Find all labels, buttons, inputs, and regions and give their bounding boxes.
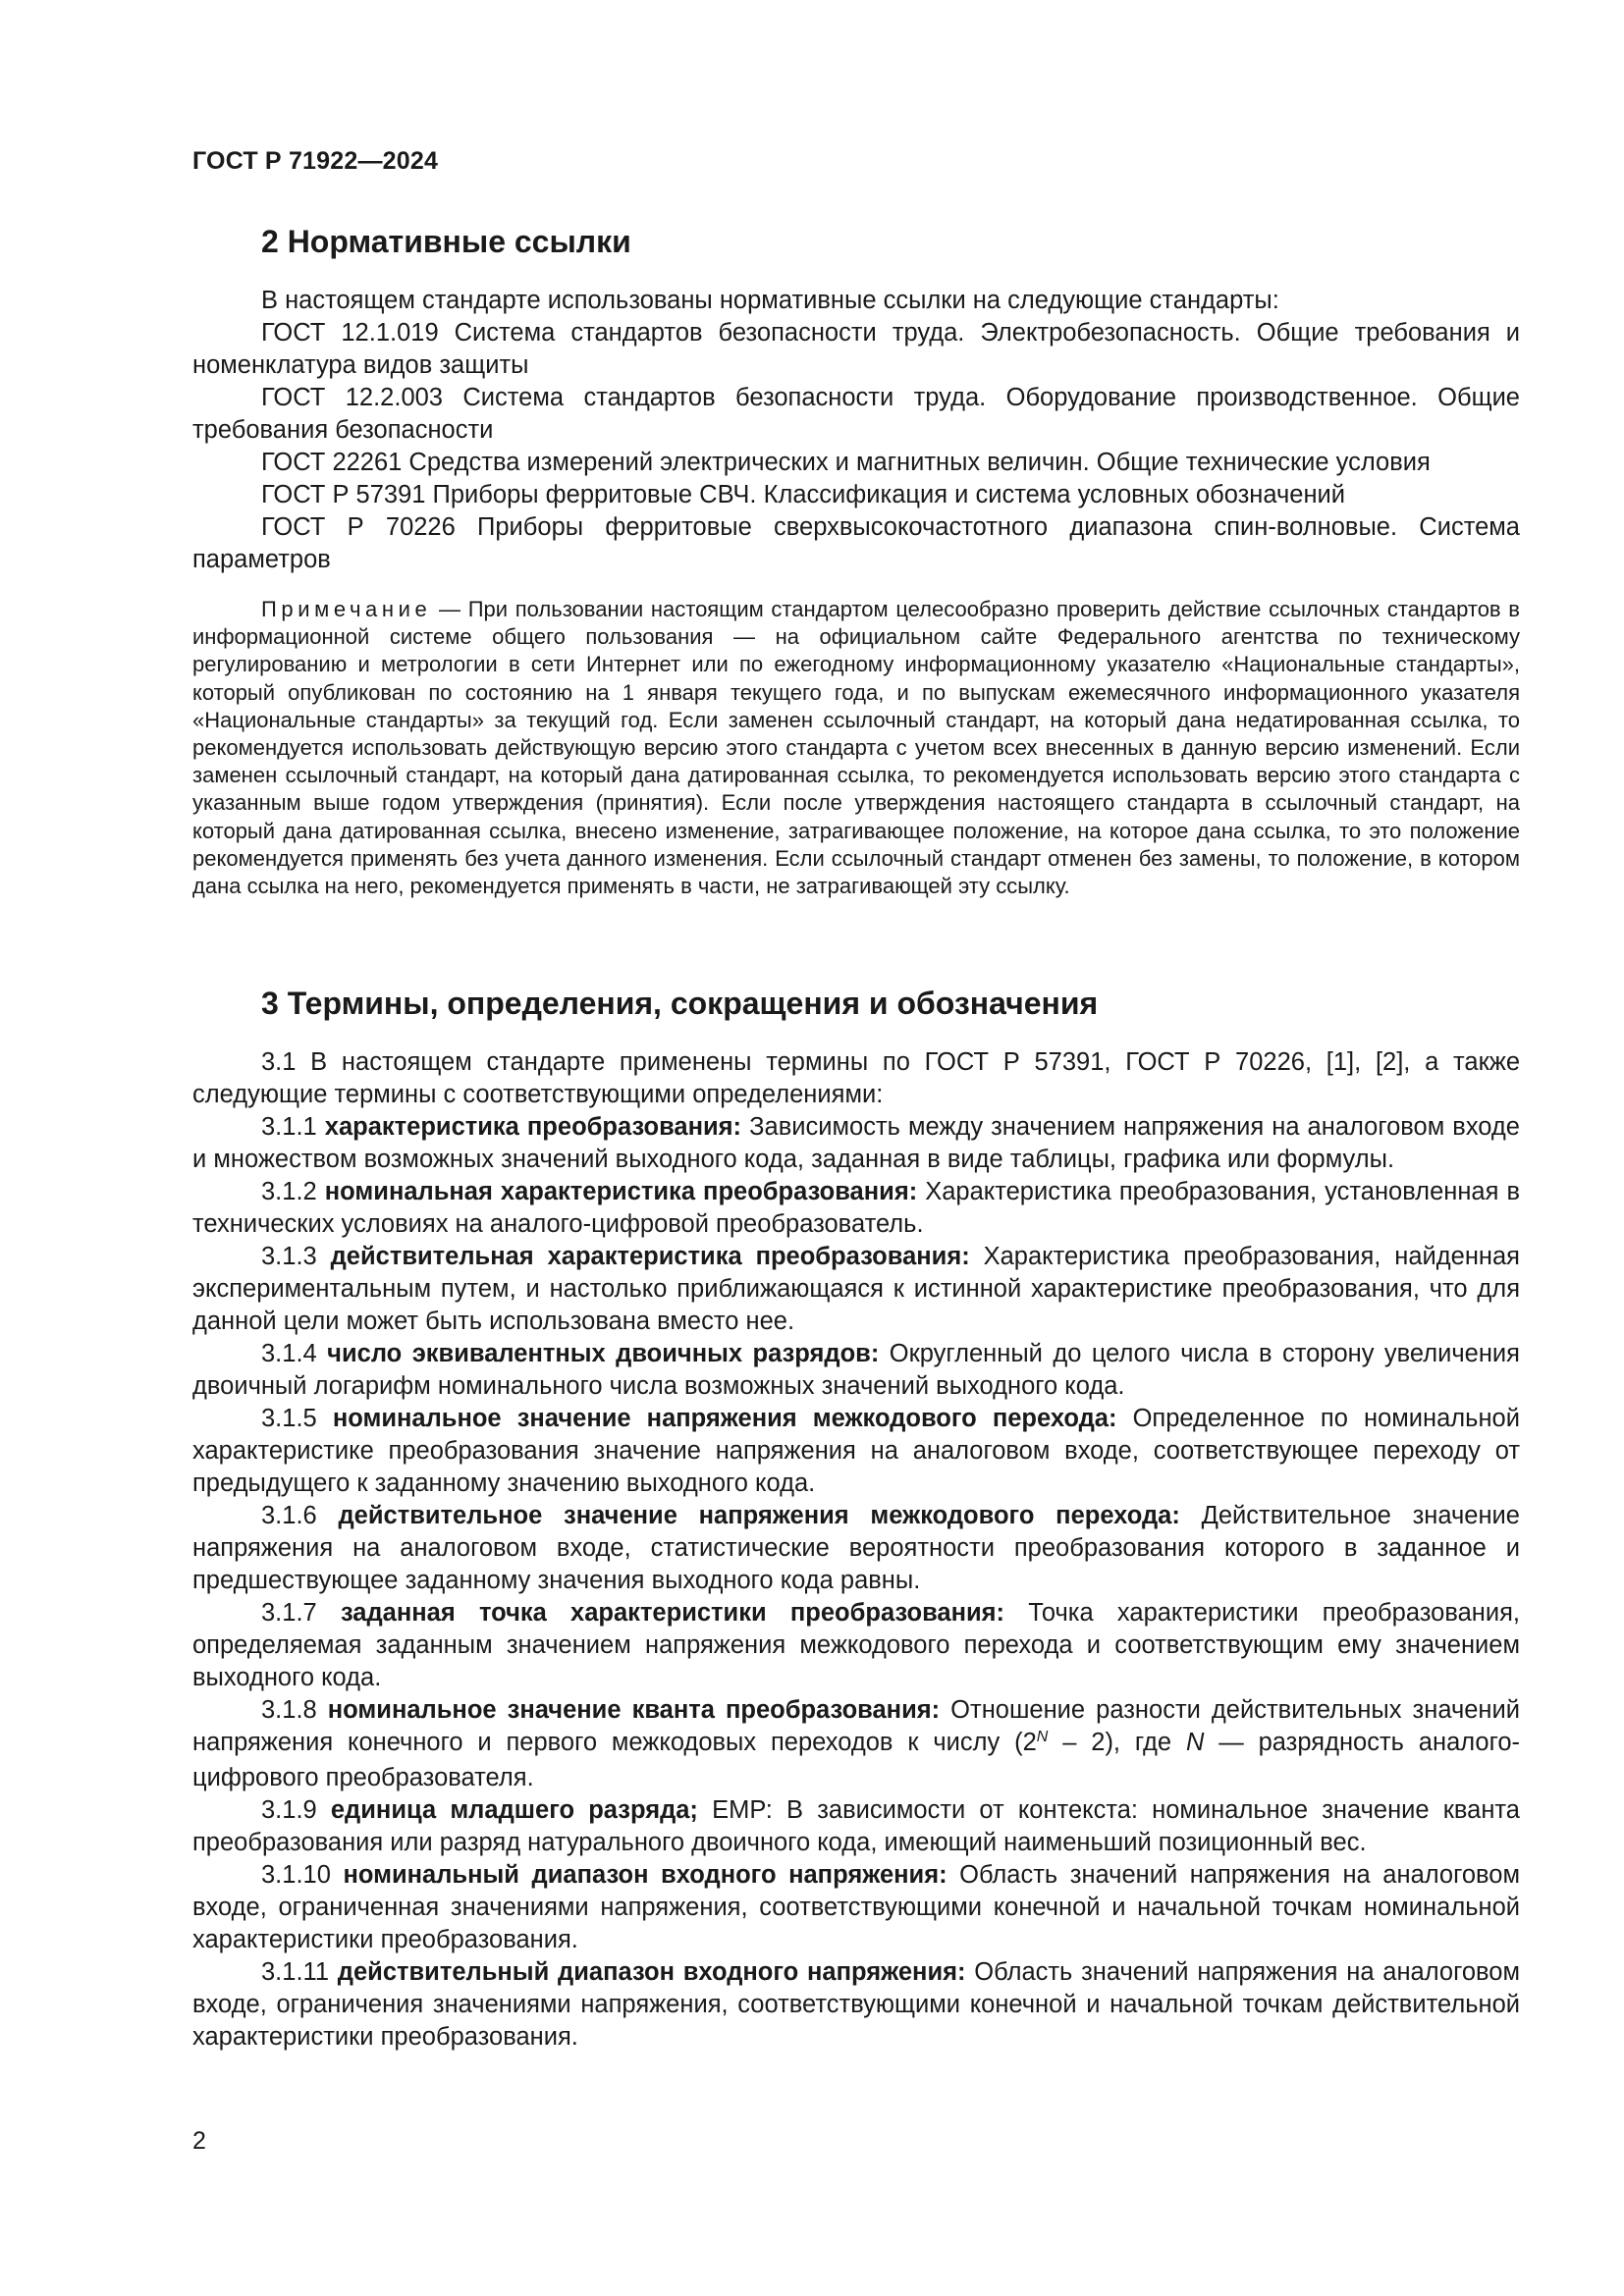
term-definition: 3.1.2 номинальная характеристика преобразования: Характеристика преобразования, установленная в технических условиях на аналого-цифровой преобразователь. xyxy=(192,1178,1520,1238)
term-name: заданная точка характеристики преобразования: xyxy=(340,1599,1005,1627)
term-name: номинальное значение кванта преобразования: xyxy=(327,1696,941,1724)
note-label: Примечание xyxy=(261,597,432,621)
section-2-intro: В настоящем стандарте использованы нормативные ссылки на следующие стандарты: xyxy=(261,287,1279,314)
term-definition: 3.1.3 действительная характеристика преобразования: Характеристика преобразования, найденная экспериментальным путем, и настолько приближающаяся к истинной характеристике преобразования, что для данной цели может быть использована вместо нее. xyxy=(192,1243,1520,1335)
reference-item: ГОСТ 12.2.003 Система стандартов безопасности труда. Оборудование производственное. Общие требования безопасности xyxy=(192,384,1520,444)
term-definition: 3.1.6 действительное значение напряжения межкодового перехода: Действительное значение напряжения на аналоговом входе, статистические вероятности преобразования которого в заданное и предшествующее заданному значения выходного кода равны. xyxy=(192,1502,1520,1594)
term-name: номинальное значение напряжения межкодового перехода: xyxy=(332,1405,1117,1432)
variable-n: N xyxy=(1185,1729,1205,1756)
term-definition: 3.1.10 номинальный диапазон входного напряжения: Область значений напряжения на аналоговом входе, ограниченная значениями напряжения, соответствующими конечной и начальной точкам номинальной характеристики преобразования. xyxy=(192,1861,1520,1953)
term-definition: 3.1.8 номинальное значение кванта преобразования: Отношение разности действительных значений напряжения конечного и первого межкодовых переходов к числу $(2^N - 2)$, где N — разрядность аналого-цифрового преобразователя. xyxy=(192,1696,1521,1791)
term-name: действительная характеристика преобразования: xyxy=(330,1243,970,1270)
term-name: число эквивалентных двоичных разрядов: xyxy=(327,1340,880,1367)
section-3-intro: 3.1 В настоящем стандарте применены термины по ГОСТ Р 57391, ГОСТ Р 70226, [1], [2], а также следующие термины с соответствующими определениями: xyxy=(192,1048,1520,1108)
reference-item: ГОСТ Р 57391 Приборы ферритовые СВЧ. Классификация и система условных обозначений xyxy=(261,481,1346,508)
section-3-body xyxy=(192,1046,1520,2054)
term-definition: 3.1.1 характеристика преобразования: Зависимость между значением напряжения на аналоговом входе и множеством возможных значений выходного кода, заданная в виде таблицы, графика или формулы. xyxy=(192,1113,1520,1173)
term-name: действительное значение напряжения межкодового перехода: xyxy=(338,1502,1180,1529)
term-name: действительный диапазон входного напряжения: xyxy=(337,1958,966,1986)
reference-item: ГОСТ 12.1.019 Система стандартов безопасности труда. Электробезопасность. Общие требования и номенклатура видов защиты xyxy=(192,319,1520,379)
section-2-body xyxy=(192,285,1520,576)
term-name: номинальная характеристика преобразования: xyxy=(324,1178,918,1205)
reference-item: ГОСТ Р 70226 Приборы ферритовые сверхвысокочастотного диапазона спин-волновые. Система параметров xyxy=(192,513,1520,573)
term-name: единица младшего разряда; xyxy=(330,1796,698,1824)
section-3-title: 3 Термины, определения, сокращения и обозначения xyxy=(261,986,1099,1021)
term-definition: 3.1.11 действительный диапазон входного напряжения: Область значений напряжения на аналоговом входе, ограничения значениями напряжения, соответствующими конечной и начальной точкам действительной характеристики преобразования. xyxy=(192,1958,1520,2051)
note-block xyxy=(192,596,1520,900)
term-definition: 3.1.5 номинальное значение напряжения межкодового перехода: Определенное по номинальной характеристике преобразования значение напряжения на аналоговом входе, соответствующее переходу от предыдущего к заданному значению выходного кода. xyxy=(192,1405,1520,1497)
term-definition: 3.1.9 единица младшего разряда; ЕМР: В зависимости от контекста: номинальное значение кванта преобразования или разряд натурального двоичного кода, имеющий наименьший позиционный вес. xyxy=(192,1796,1520,1856)
term-name: номинальный диапазон входного напряжения: xyxy=(343,1861,947,1889)
page-number: 2 xyxy=(192,2127,206,2155)
section-2-title: 2 Нормативные ссылки xyxy=(261,224,631,259)
document-header: ГОСТ Р 71922—2024 xyxy=(192,147,439,175)
term-definition: 3.1.7 заданная точка характеристики преобразования: Точка характеристики преобразования, определяемая заданным значением напряжения межкодового перехода и соответствующим ему значением выходного кода. xyxy=(192,1599,1520,1691)
note-text: — При пользовании настоящим стандартом целесообразно проверить действие ссылочных стандартов в информационной системе общего пользования — на официальном сайте Федерального агентства по техническому регулированию и метрологии в сети Интернет или по ежегодному информационному указателю «Национальные стандарты», который опубликован по состоянию на 1 января текущего года, и по выпускам ежемесячного информационного указателя «Национальные стандарты» за текущий год. Если заменен ссылочный стандарт, на который дана недатированная ссылка, то рекомендуется использовать действующую версию этого стандарта с учетом всех внесенных в данную версию изменений. Если заменен ссылочный стандарт, на который дана датированная ссылка, то рекомендуется использовать версию этого стандарта с указанным выше годом утверждения (принятия). Если после утверждения настоящего стандарта в ссылочный стандарт, на который дана датированная ссылка, внесено изменение, затрагивающее положение, на которое дана ссылка, то это положение рекомендуется применять без учета данного изменения. Если ссылочный стандарт отменен без замены, то положение, в котором дана ссылка на него, рекомендуется применять в части, не затрагивающей эту ссылку. xyxy=(192,597,1520,899)
term-definition: 3.1.4 число эквивалентных двоичных разрядов: Округленный до целого числа в сторону увеличения двоичный логарифм номинального числа возможных значений выходного кода. xyxy=(192,1340,1520,1400)
reference-item: ГОСТ 22261 Средства измерений электрических и магнитных величин. Общие технические условия xyxy=(261,449,1431,476)
superscript-n: N xyxy=(1036,1729,1049,1745)
term-name: характеристика преобразования: xyxy=(324,1113,742,1141)
